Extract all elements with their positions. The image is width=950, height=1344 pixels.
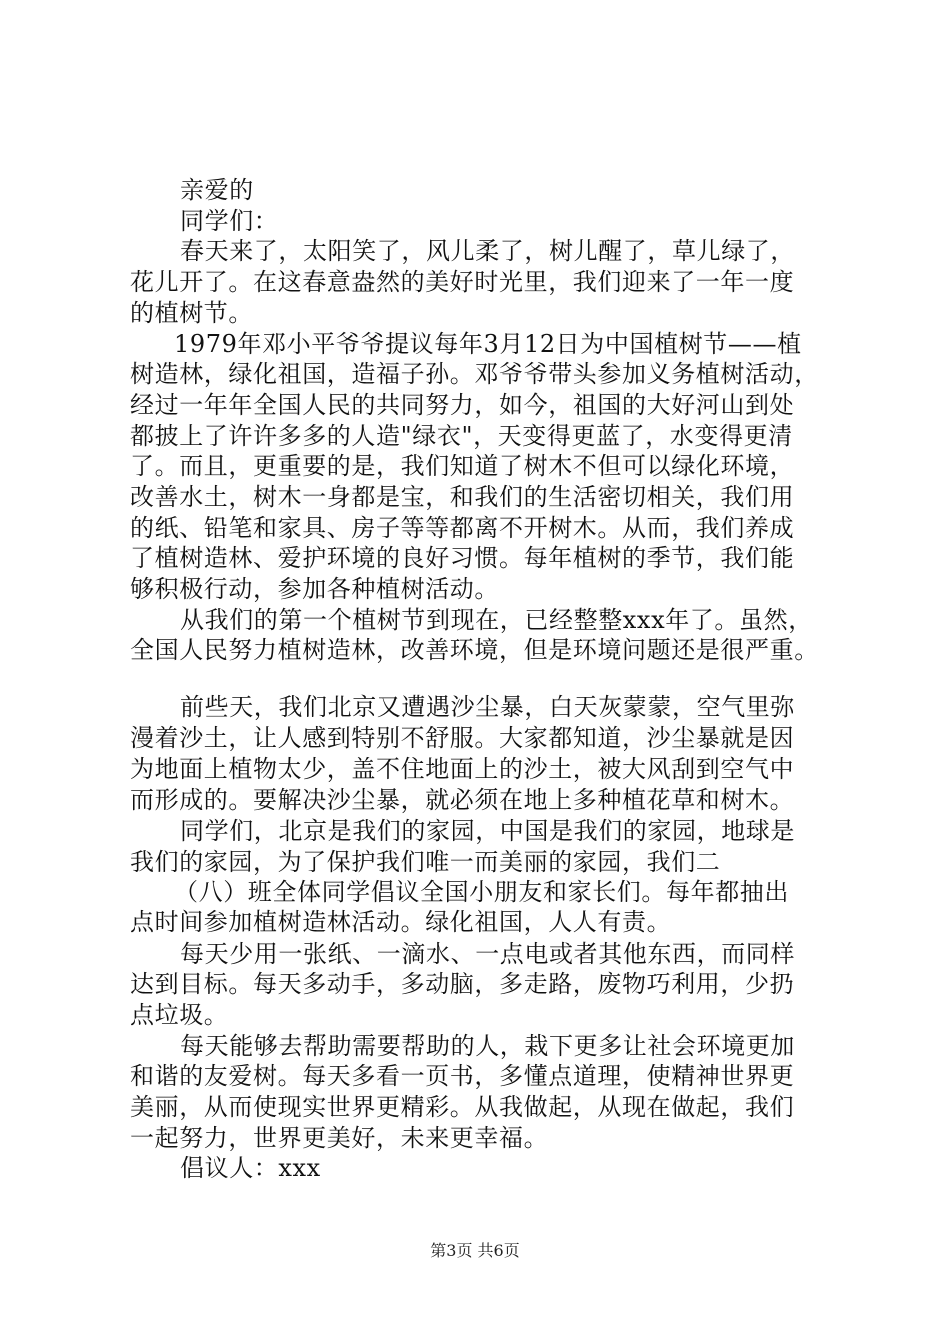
- salutation-line-2: 同学们：: [180, 207, 279, 235]
- paragraph-line: 点时间参加植树造林活动。绿化祖国，人人有责。: [130, 908, 672, 936]
- paragraph-line: 而形成的。要解决沙尘暴，就必须在地上多种植花草和树木。: [130, 786, 795, 814]
- paragraph-line: 美丽，从而使现实世界更精彩。从我做起，从现在做起，我们: [130, 1093, 795, 1121]
- paragraph-line: 全国人民努力植树造林，改善环境，但是环境问题还是很严重。: [130, 636, 819, 664]
- paragraph-line: 改善水土，树木一身都是宝，和我们的生活密切相关，我们用: [130, 483, 795, 511]
- paragraph-line: 和谐的友爱树。每天多看一页书，多懂点道理，使精神世界更: [130, 1062, 795, 1090]
- paragraph-line: 了。而且，更重要的是，我们知道了树木不但可以绿化环境，: [130, 452, 795, 480]
- paragraph-line: 每天少用一张纸、一滴水、一点电或者其他东西，而同样: [180, 940, 795, 968]
- page-number-footer: 第3页 共6页: [430, 1241, 520, 1260]
- paragraph-line: 为地面上植物太少，盖不住地面上的沙土，被大风刮到空气中: [130, 755, 795, 783]
- salutation-line-1: 亲爱的: [180, 176, 254, 204]
- paragraph-line: 漫着沙土，让人感到特别不舒服。大家都知道，沙尘暴就是因: [130, 724, 795, 752]
- paragraph-line: 1979年邓小平爷爷提议每年3月12日为中国植树节——植: [174, 330, 802, 358]
- paragraph-line: 达到目标。每天多动手，多动脑，多走路，废物巧利用，少扔: [130, 970, 795, 998]
- paragraph-line: 了植树造林、爱护环境的良好习惯。每年植树的季节，我们能: [130, 544, 795, 572]
- paragraph-line: （八）班全体同学倡议全国小朋友和家长们。每年都抽出: [174, 878, 789, 906]
- paragraph-line: 从我们的第一个植树节到现在，已经整整xxx年了。虽然，: [180, 606, 813, 634]
- paragraph-line: 的植树节。: [130, 299, 253, 327]
- paragraph-line: 春天来了，太阳笑了，风儿柔了，树儿醒了，草儿绿了，: [180, 237, 795, 265]
- paragraph-line: 够积极行动，参加各种植树活动。: [130, 575, 499, 603]
- paragraph-line: 都披上了许许多多的人造"绿衣"，天变得更蓝了，水变得更清: [130, 422, 793, 450]
- paragraph-line: 花儿开了。在这春意盎然的美好时光里，我们迎来了一年一度: [130, 268, 795, 296]
- signature-line: 倡议人：xxx: [180, 1154, 321, 1182]
- paragraph-line: 的纸、铅笔和家具、房子等等都离不开树木。从而，我们养成: [130, 514, 795, 542]
- paragraph-line: 同学们，北京是我们的家园，中国是我们的家园，地球是: [180, 817, 795, 845]
- paragraph-line: 经过一年年全国人民的共同努力，如今，祖国的大好河山到处: [130, 391, 795, 419]
- paragraph-line: 树造林，绿化祖国，造福子孙。邓爷爷带头参加义务植树活动，: [130, 360, 819, 388]
- paragraph-line: 每天能够去帮助需要帮助的人，栽下更多让社会环境更加: [180, 1032, 795, 1060]
- paragraph-line: 一起努力，世界更美好，未来更幸福。: [130, 1124, 549, 1152]
- paragraph-line: 点垃圾。: [130, 1001, 229, 1029]
- paragraph-line: 我们的家园，为了保护我们唯一而美丽的家园，我们二: [130, 848, 721, 876]
- paragraph-line: 前些天，我们北京又遭遇沙尘暴，白天灰蒙蒙，空气里弥: [180, 693, 795, 721]
